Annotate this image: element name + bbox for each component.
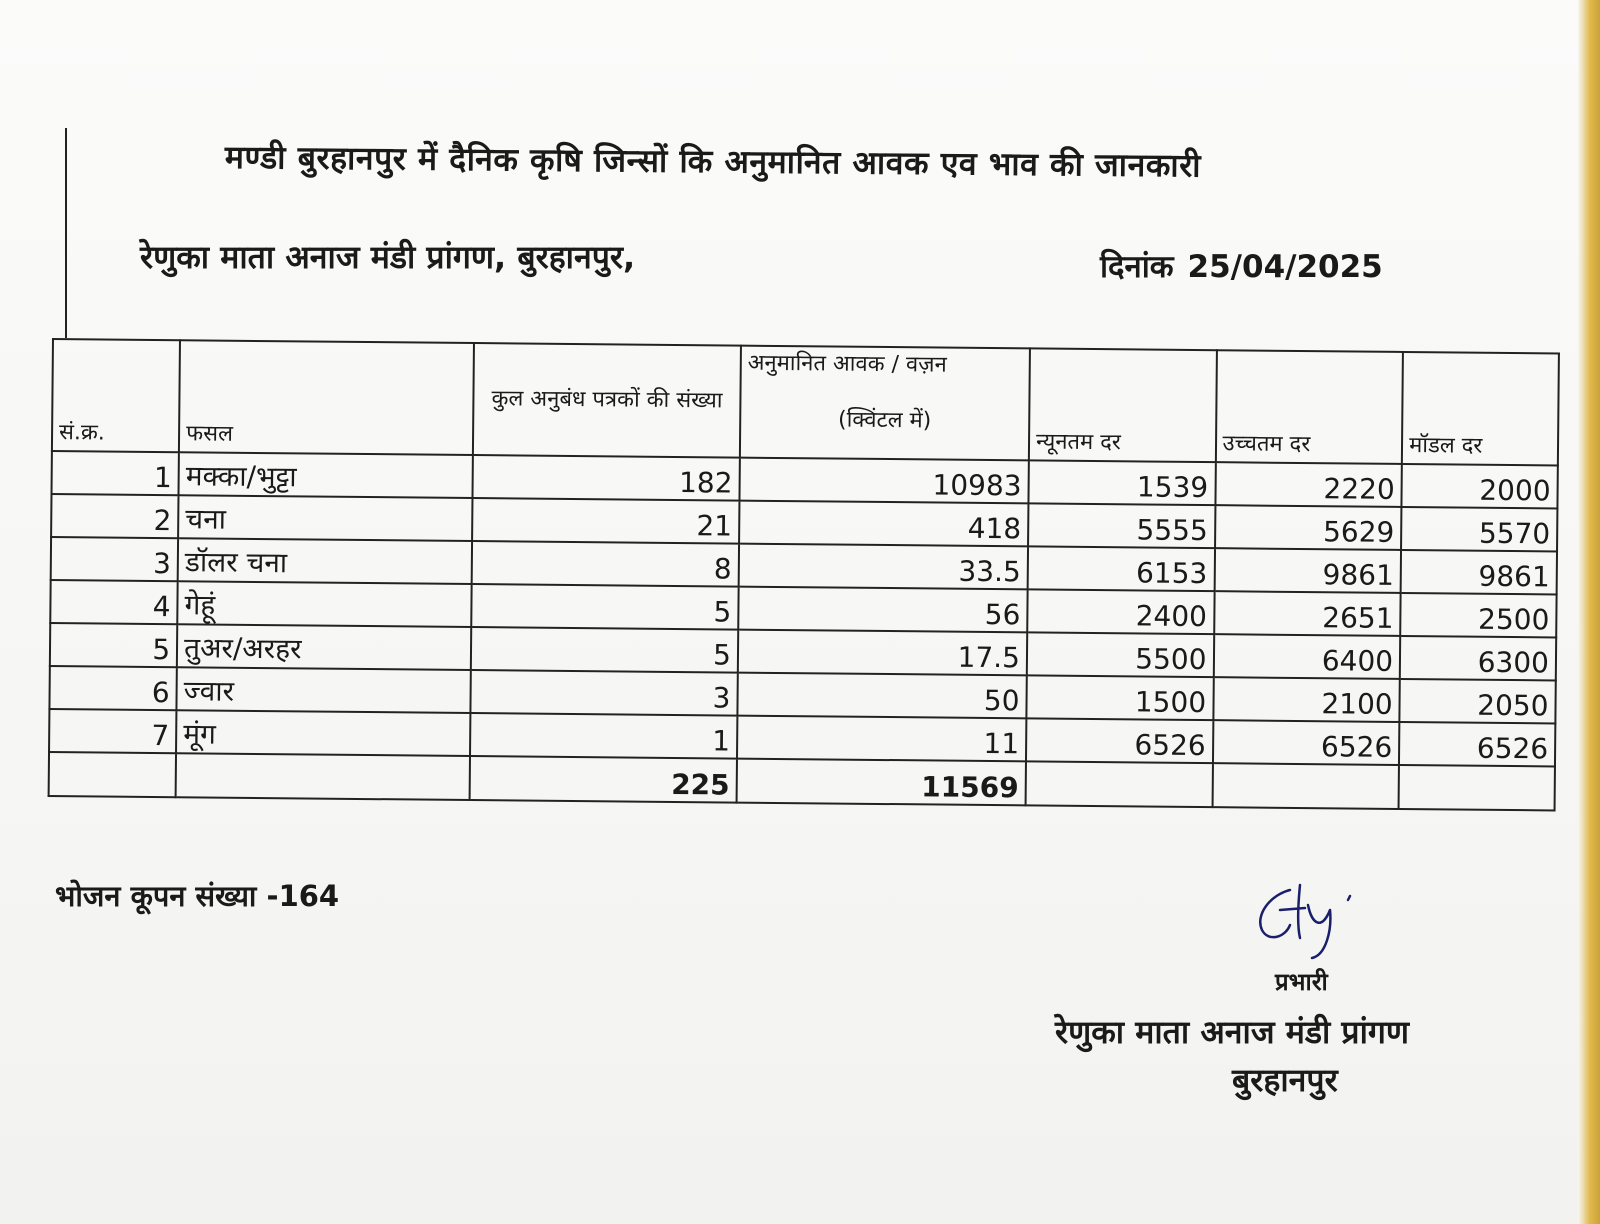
cell-min-rate: 5555: [1028, 503, 1215, 548]
cell-empty: [1399, 765, 1555, 810]
cell-arrival: 418: [739, 501, 1028, 547]
rates-table: [48, 338, 1560, 811]
header-modal-rate: मॉडल दर: [1402, 352, 1559, 465]
cell-modal-rate: 6300: [1400, 636, 1556, 680]
cell-sr: 1: [52, 451, 180, 495]
cell-max-rate: 2100: [1213, 677, 1400, 722]
cell-arrival: 10983: [739, 458, 1028, 504]
cell-max-rate: 2220: [1215, 462, 1402, 507]
cell-sr: 2: [51, 494, 179, 538]
cell-contracts: 5: [471, 627, 738, 673]
cell-min-rate: 2400: [1027, 589, 1214, 634]
cell-modal-rate: 2050: [1400, 679, 1556, 723]
cell-contracts: 1: [470, 713, 737, 759]
cell-sr: 4: [50, 580, 178, 624]
cell-contracts: 21: [472, 498, 739, 544]
cell-modal-rate: 9861: [1401, 550, 1557, 594]
signatory-org-line2: बुरहानपुर: [1232, 1061, 1338, 1099]
cell-min-rate: 1500: [1026, 675, 1213, 720]
date-block: [1100, 245, 1397, 287]
header-max-rate: उच्चतम दर: [1215, 350, 1403, 464]
cell-sr: 6: [49, 666, 177, 710]
handwritten-signature: [1250, 870, 1400, 960]
cell-modal-rate: 2500: [1400, 593, 1556, 637]
header-min-rate: न्यूनतम दर: [1029, 348, 1217, 462]
page-edge: [1578, 0, 1600, 1224]
cell-empty: [176, 753, 471, 800]
cell-max-rate: 2651: [1214, 591, 1401, 636]
cell-crop: चना: [178, 495, 473, 541]
cell-max-rate: 6526: [1213, 720, 1400, 765]
cell-crop: डॉलर चना: [178, 538, 473, 584]
document-title: मण्डी बुरहानपुर में दैनिक कृषि जिन्सों कि अनुमानित आवक एव भाव की जानकारी: [224, 137, 1202, 185]
cell-crop: मूंग: [176, 710, 471, 756]
cell-sr: 3: [51, 537, 179, 581]
cell-arrival: 50: [737, 673, 1026, 719]
header-arrival-unit: (क्विंटल में): [837, 407, 932, 434]
cell-arrival: 17.5: [738, 630, 1027, 676]
mandi-location: रेणुका माता अनाज मंडी प्रांगण, बुरहानपुर,: [140, 238, 636, 276]
cell-max-rate: 9861: [1214, 548, 1401, 593]
header-sr: सं.क्र.: [52, 339, 180, 452]
cell-arrival: 56: [738, 587, 1027, 633]
meal-coupon-count: भोजन कूपन संख्या -164: [55, 879, 340, 913]
cell-crop: मक्का/भुट्टा: [179, 452, 474, 498]
cell-contracts: 5: [472, 584, 739, 630]
cell-sr: 7: [49, 709, 177, 753]
table-header-row: [52, 339, 1559, 465]
cell-empty: [49, 752, 177, 797]
header-arrival: [740, 346, 1030, 461]
cell-modal-rate: 2000: [1402, 464, 1558, 508]
date-value: 25/04/2025: [1187, 249, 1383, 285]
signatory-org-line1: रेणुका माता अनाज मंडी प्रांगण: [1055, 1013, 1410, 1051]
cell-modal-rate: 5570: [1401, 507, 1557, 551]
cell-modal-rate: 6526: [1399, 722, 1555, 766]
total-contracts: 225: [470, 756, 737, 803]
cell-contracts: 182: [473, 455, 740, 501]
cell-crop: गेहूं: [177, 581, 472, 627]
header-arrival-label: अनुमानित आवक / वज़न: [747, 350, 947, 378]
cell-empty: [1026, 761, 1213, 807]
cell-min-rate: 5500: [1027, 632, 1214, 677]
cell-max-rate: 5629: [1215, 505, 1402, 550]
header-contracts: कुल अनुबंध पत्रकों की संख्या: [473, 343, 741, 458]
cell-min-rate: 6153: [1028, 546, 1215, 591]
total-arrival: 11569: [736, 759, 1026, 806]
cell-crop: ज्वार: [177, 667, 472, 713]
cell-arrival: 33.5: [739, 544, 1028, 590]
cell-contracts: 3: [471, 670, 738, 716]
margin-line: [65, 128, 67, 338]
cell-sr: 5: [50, 623, 178, 667]
signatory-role: प्रभारी: [1275, 968, 1328, 996]
cell-crop: तुअर/अरहर: [177, 624, 472, 670]
cell-min-rate: 1539: [1028, 460, 1215, 505]
cell-max-rate: 6400: [1213, 634, 1400, 679]
cell-arrival: 11: [737, 716, 1026, 762]
cell-empty: [1212, 763, 1399, 809]
header-crop: फसल: [179, 340, 474, 455]
cell-min-rate: 6526: [1026, 718, 1213, 763]
cell-contracts: 8: [472, 541, 739, 587]
date-label: दिनांक: [1100, 249, 1174, 285]
